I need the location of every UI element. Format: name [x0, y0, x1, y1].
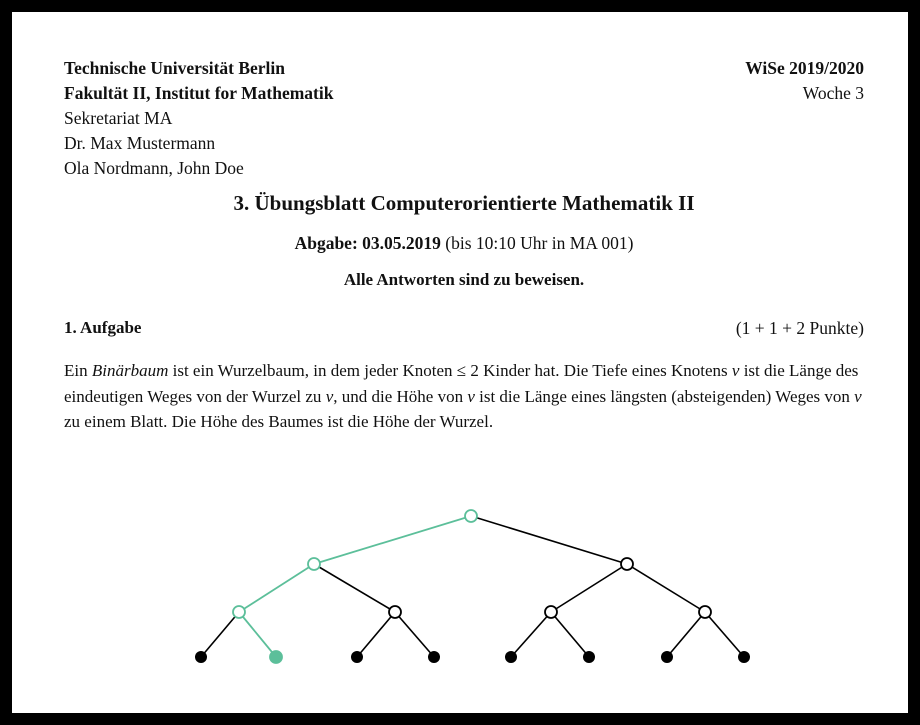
- document-header: [64, 56, 864, 180]
- tree-edges-highlight: [239, 516, 471, 657]
- document-page: [12, 12, 908, 713]
- para-emph-v-1: v: [731, 361, 740, 380]
- tree-nodes-open: [389, 558, 711, 618]
- header-right-block: [604, 56, 864, 106]
- submission-line: [64, 231, 864, 255]
- title-block: [64, 188, 864, 292]
- para-part-6: zu einem Blatt. Die Höhe des Baumes ist die Höhe der Wurzel.: [64, 412, 494, 431]
- para-part-3: ist die Länge des eindeutigen Weges von der Wurzel zu: [64, 361, 859, 406]
- para-part-4: , und die Höhe von: [333, 386, 468, 406]
- page-title: 3. Übungsblatt Computerorientierte Mathematik II: [233, 191, 695, 215]
- university-name: Technische Universität Berlin: [64, 58, 286, 78]
- para-emph-v-3: v: [467, 386, 475, 406]
- semester-label: WiSe 2019/2020: [745, 58, 864, 78]
- proof-notice: Alle Antworten sind zu beweisen.: [343, 270, 585, 289]
- para-emph-binaerbaum: Binärbaum: [91, 361, 169, 380]
- para-part-2: ist ein Wurzelbaum, in dem jeder Knoten ≤ 2 Kinder hat. Die Tiefe eines Knotens: [168, 361, 732, 380]
- assistants-names: Ola Nordmann, John Doe: [64, 158, 244, 178]
- para-part-1: Ein: [64, 361, 92, 380]
- task-header-row: [64, 318, 864, 342]
- submission-details: (bis 10:10 Uhr in MA 001): [440, 233, 634, 253]
- week-label: Woche 3: [802, 83, 864, 103]
- task-number-label: 1. Aufgabe: [64, 318, 142, 337]
- header-left-block: [64, 56, 584, 181]
- lecturer-name: Dr. Max Mustermann: [64, 133, 216, 153]
- binary-tree-figure: [64, 492, 864, 682]
- para-emph-v-2: v: [325, 386, 334, 406]
- para-part-5: ist die Länge eines längsten (absteigenden) Weges von: [474, 386, 855, 406]
- document-content: [64, 56, 864, 435]
- tree-edges-normal: [201, 516, 744, 657]
- faculty-name: Fakultät II, Institut for Mathematik: [64, 83, 334, 103]
- task-paragraph: [64, 358, 862, 435]
- secretariat: Sekretariat MA: [64, 108, 173, 128]
- tree-nodes-highlight: [233, 510, 477, 663]
- submission-deadline: Abgabe: 03.05.2019: [294, 233, 441, 253]
- task-points-label: (1 + 1 + 2 Punkte): [735, 318, 864, 338]
- para-emph-v-4: v: [854, 386, 862, 406]
